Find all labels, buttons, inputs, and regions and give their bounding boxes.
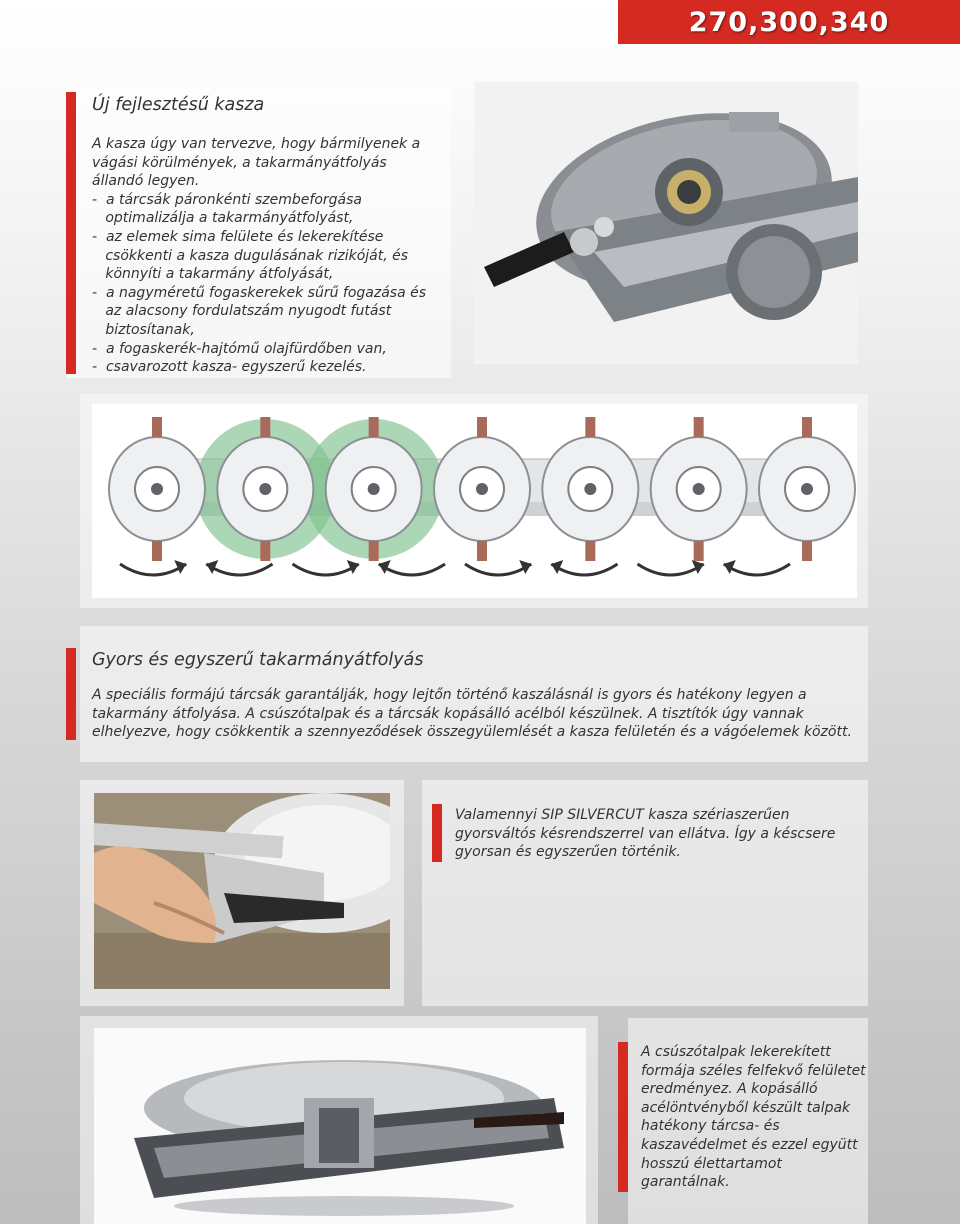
section1-line: az alacsony fordulatszám nyugodt futást <box>92 303 392 320</box>
mower-disc <box>109 417 205 561</box>
section1-line: vágási körülmények, a takarmányátfolyás <box>92 154 387 171</box>
section1-line: - a fogaskerék-hajtómű olajfürdőben van, <box>92 340 387 357</box>
rotation-arrowhead <box>174 560 186 574</box>
section4-line: kaszavédelmet és ezzel együtt <box>641 1136 858 1153</box>
section4-body <box>641 1043 866 1192</box>
mower-disc <box>651 417 747 561</box>
rotation-arrow <box>293 564 359 575</box>
section4-line: garantálnak. <box>641 1174 730 1191</box>
section1-line: csökkenti a kasza dugulásának rizikóját, és <box>92 247 409 264</box>
section1-body <box>92 135 452 377</box>
section3-body <box>455 806 865 862</box>
section4-line: hosszú élettartamot <box>641 1155 782 1172</box>
rotation-arrowhead <box>692 560 704 574</box>
section3-line: gyorsan és egyszerűen történik. <box>455 844 681 861</box>
section4-line: hatékony tárcsa- és <box>641 1118 780 1135</box>
section3-accent-bar <box>432 804 442 862</box>
rotation-arrow <box>724 564 790 575</box>
section1-line: - a tárcsák páronkénti szembeforgása <box>92 191 362 208</box>
rotation-arrowhead <box>379 560 391 574</box>
section2-title: Gyors és egyszerű takarmányátfolyás <box>92 650 424 670</box>
mower-disc <box>434 417 530 561</box>
section1-line: könnyíti a takarmány átfolyását, <box>92 266 334 283</box>
section4-line: formája széles felfekvő felületet <box>641 1062 866 1079</box>
rotation-arrowhead <box>724 560 736 574</box>
section1-line: optimalizálja a takarmányátfolyást, <box>92 210 354 227</box>
section2-accent-bar <box>66 648 76 740</box>
rotation-arrowhead <box>206 560 218 574</box>
mower-disc <box>759 417 855 561</box>
section1-line: állandó legyen. <box>92 173 200 190</box>
section2-line: elhelyezve, hogy csökkentik a szennyeződések összegyülemlését a kasza felületén és a vágóelemek között. <box>92 724 852 741</box>
section1-accent-bar <box>66 92 76 374</box>
section3-line: gyorsváltós késrendszerrel van ellátva. Így a késcsere <box>455 825 836 842</box>
rotation-arrow <box>120 564 186 575</box>
model-badge: 270,300,340 <box>618 0 960 44</box>
section1-line: - a nagyméretű fogaskerekek sűrű fogazása és <box>92 284 427 301</box>
skid-cutaway-photo <box>94 1028 586 1224</box>
section2-line: takarmány átfolyása. A csúszótalpak és a tárcsák kopásálló acélból készülnek. A tisztítók úgy vannak <box>92 705 804 722</box>
section1-line: A kasza úgy van tervezve, hogy bármilyenek a <box>92 136 421 152</box>
disc-rotation-diagram <box>92 404 857 598</box>
section2-body <box>92 686 862 742</box>
rotation-arrow <box>551 564 617 575</box>
rotation-arrowhead <box>519 560 531 574</box>
rotation-arrow <box>465 564 531 575</box>
rotation-arrowhead <box>347 560 359 574</box>
knife-change-photo <box>94 793 390 989</box>
section1-title: Új fejlesztésű kasza <box>92 95 265 115</box>
rotation-arrow <box>206 564 272 575</box>
section4-line: A csúszótalpak lekerekített <box>641 1044 831 1060</box>
section2-line: A speciális formájú tárcsák garantálják, hogy lejtőn történő kaszálásnál is gyors és hatékony legyen a <box>92 687 807 703</box>
section4-line: eredményez. A kopásálló <box>641 1081 818 1098</box>
section1-line: - csavarozott kasza- egyszerű kezelés. <box>92 359 367 376</box>
rotation-arrow <box>379 564 445 575</box>
disc-rotation-svg <box>92 404 857 598</box>
section1-line: biztosítanak, <box>92 321 195 338</box>
section4-line: acélöntvényből készült talpak <box>641 1099 851 1116</box>
mower-disc <box>542 417 638 561</box>
rotation-arrow <box>638 564 704 575</box>
gearbox-cutaway-photo <box>474 82 858 364</box>
section1-line: - az elemek sima felülete és lekerekítése <box>92 228 384 245</box>
section3-line: Valamennyi SIP SILVERCUT kasza szériaszerűen <box>455 807 790 823</box>
rotation-arrowhead <box>551 560 563 574</box>
section4-accent-bar <box>618 1042 628 1192</box>
